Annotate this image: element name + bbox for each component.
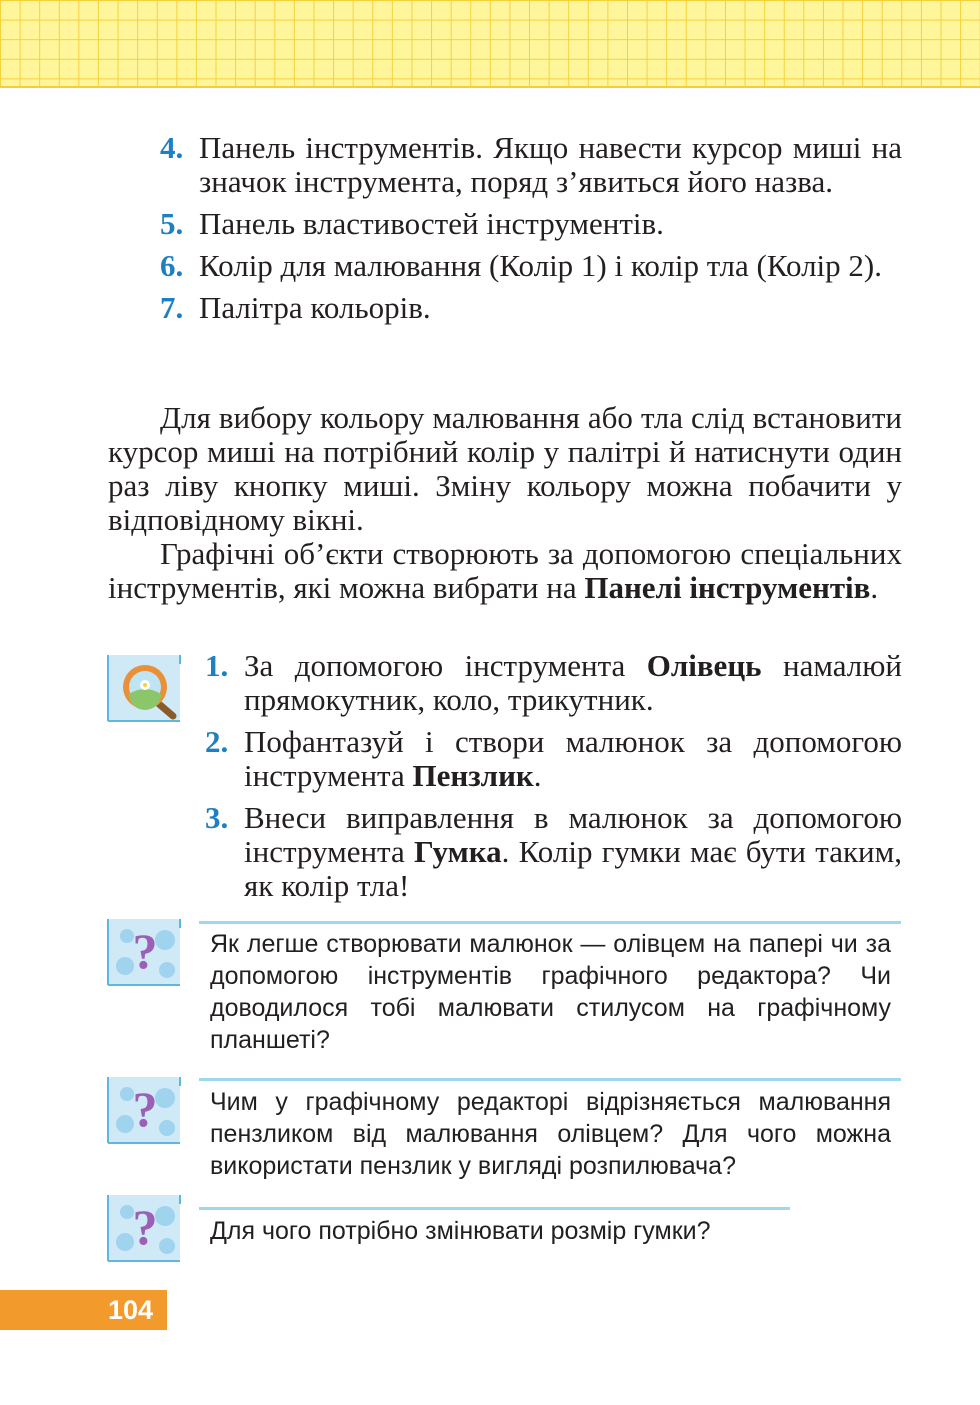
item-number: 5. [160, 206, 184, 241]
item-number: 4. [160, 130, 184, 165]
svg-text:?: ? [132, 923, 158, 979]
list-item [160, 207, 902, 241]
task-number: 2. [205, 724, 229, 759]
svg-text:?: ? [132, 1081, 158, 1137]
question-text: Як легше створювати малюнок — олівцем на папері чи за допомогою інструментів графічного редактора? Чи доводилося тобі малювати стилусом на графічному планшеті? [210, 930, 891, 1054]
question-mark-icon [107, 1194, 183, 1264]
question-text: Чим у графічному редакторі відрізняється малювання пензликом від малювання олівцем? Для чого можна використати пензлик у вигляді розпилювача? [210, 1088, 891, 1180]
tasks-list [205, 649, 902, 911]
task-text: За допомогою інструмента [244, 648, 647, 683]
magnifier-icon [107, 654, 183, 724]
item-number: 7. [160, 290, 184, 325]
item-text: Панель інструментів. Якщо навести курсор миші на значок інструмента, поряд з’явиться його назва. [199, 130, 902, 199]
list-item [160, 291, 902, 325]
color-selection-paragraph: Для вибору кольору малювання або тла слід встановити курсор миші на потрібний колір у палітрі й натиснути один раз ліву кнопку миші. Зміну кольору можна побачити у відповідному вікні. [108, 400, 902, 537]
task-number: 3. [205, 800, 229, 835]
tool-name: Гумка [413, 834, 502, 869]
tool-name: Пензлик [412, 758, 534, 793]
list-item [160, 249, 902, 283]
task-text-end: . Колір гумки має бути таким, як колір тла! [244, 834, 902, 903]
item-text: Панель властивостей інструментів. [199, 206, 664, 241]
task-number: 1. [205, 648, 229, 683]
paragraph-text: Графічні об’єкти створюють за допомогою спеціальних інструментів, які можна вибрати на [108, 536, 902, 605]
svg-text:?: ? [132, 1199, 158, 1255]
item-text: Палітра кольорів. [199, 290, 431, 325]
grid-header-band [0, 0, 980, 88]
task-text: Внеси виправлення в малюнок за допомогою інструмента [244, 800, 902, 869]
task-text: Пофантазуй і створи малюнок за допомогою інструмента [244, 724, 902, 793]
question-mark-icon [107, 918, 183, 988]
question-divider [199, 921, 901, 924]
task-text-end: намалюй прямокутник, коло, трикутник. [244, 648, 902, 717]
page-number: 104 [108, 1295, 154, 1325]
item-number: 6. [160, 248, 184, 283]
interface-parts-list [160, 131, 902, 333]
question-mark-icon [107, 1076, 183, 1146]
task-item [205, 801, 902, 903]
question-text: Для чого потрібно змінювати розмір гумки? [210, 1217, 711, 1245]
task-text-end: . [533, 758, 542, 793]
tool-name: Олівець [646, 648, 762, 683]
paragraph-text-end: . [870, 570, 879, 605]
item-text: Колір для малювання (Колір 1) і колір тла (Колір 2). [199, 248, 882, 283]
graphic-objects-paragraph [108, 537, 902, 605]
paragraph-bold-term: Панелі інструментів [584, 570, 871, 605]
task-item [205, 725, 902, 793]
question-divider [199, 1078, 901, 1081]
task-item [205, 649, 902, 717]
question-divider [199, 1207, 790, 1210]
list-item [160, 131, 902, 199]
